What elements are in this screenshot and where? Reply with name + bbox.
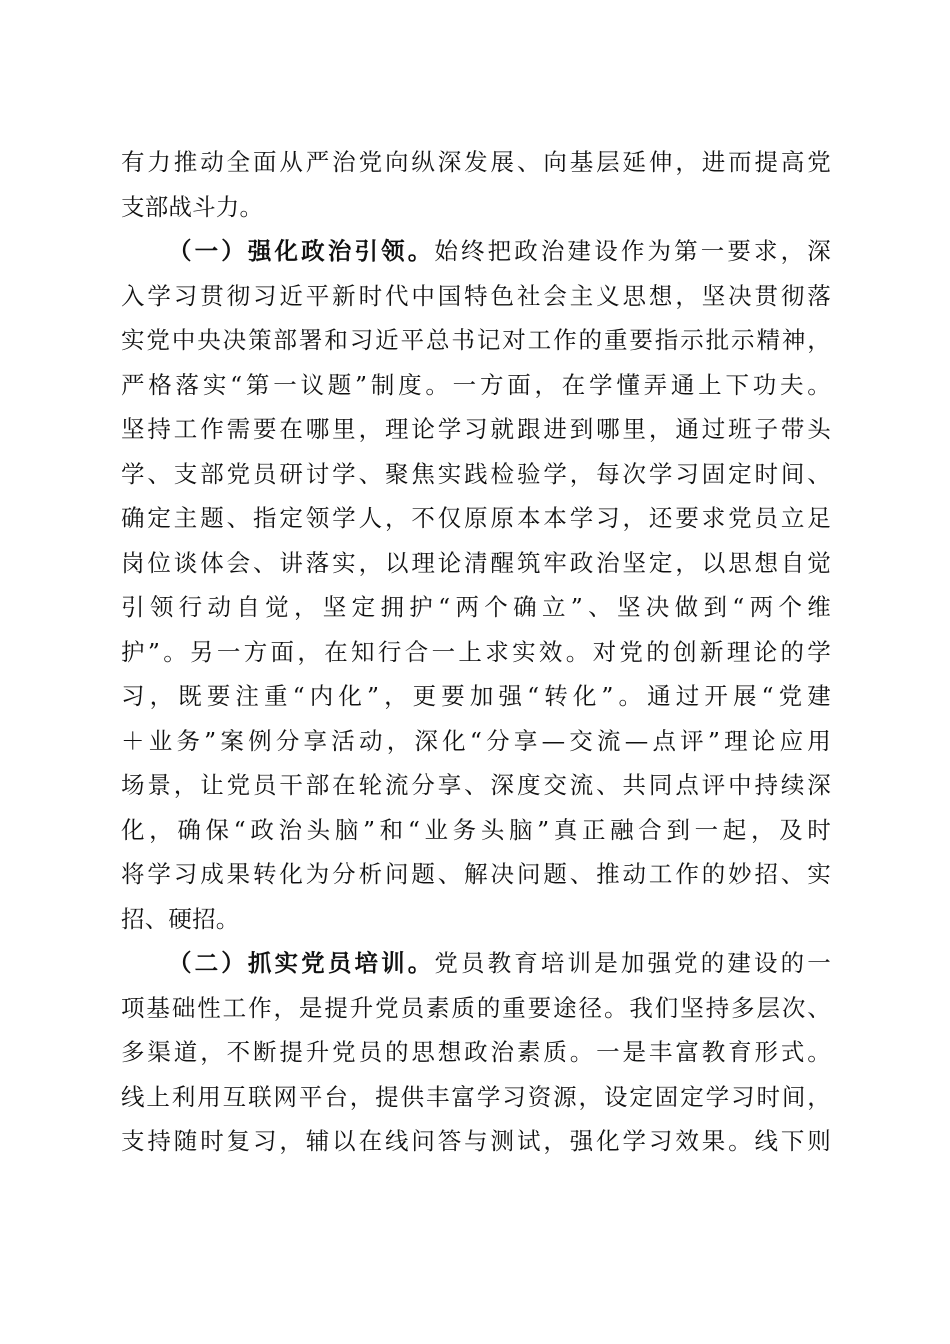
paragraph-line: 护”。另一方面，在知行合一上求实效。对党的创新理论的学 <box>121 637 831 666</box>
paragraph-line: 有力推动全面从严治党向纵深发展、向基层延伸，进而提高党 <box>121 148 831 176</box>
paragraph-line: 入学习贯彻习近平新时代中国特色社会主义思想，坚决贯彻落 <box>121 281 831 310</box>
section-first-line <box>121 229 831 274</box>
paragraph-line: 严格落实“第一议题”制度。一方面，在学懂弄通上下功夫。 <box>121 370 831 399</box>
paragraph-line: 场景，让党员干部在轮流分享、深度交流、共同点评中持续深 <box>121 771 831 799</box>
section-heading: （一）强化政治引领。 <box>168 237 435 265</box>
paragraph-line: 坚持工作需要在哪里，理论学习就跟进到哪里，通过班子带头 <box>121 415 831 443</box>
section-first-line-text: 党员教育培训是加强党的建设的一 <box>434 949 831 977</box>
paragraph-line: 支持随时复习，辅以在线问答与测试，强化学习效果。线下则 <box>121 1127 831 1155</box>
paragraph-line: 化，确保“政治头脑”和“业务头脑”真正融合到一起，及时 <box>121 815 831 844</box>
body-text <box>121 140 831 1164</box>
section-first-line-text: 始终把政治建设作为第一要求，深 <box>434 237 831 265</box>
paragraph-line: 岗位谈体会、讲落实，以理论清醒筑牢政治坚定，以思想自觉 <box>121 548 831 577</box>
paragraph-line: ＋业务”案例分享活动，深化“分享—交流—点评”理论应用 <box>121 726 831 755</box>
paragraph-line: 将学习成果转化为分析问题、解决问题、推动工作的妙招、实 <box>121 860 831 888</box>
paragraph-line: 线上利用互联网平台，提供丰富学习资源，设定固定学习时间， <box>121 1082 831 1111</box>
paragraph-line: 学、支部党员研讨学、聚焦实践检验学，每次学习固定时间、 <box>121 459 831 488</box>
paragraph-line: 习，既要注重“内化”，更要加强“转化”。通过开展“党建 <box>121 682 831 710</box>
section-heading: （二）抓实党员培训。 <box>168 949 435 977</box>
paragraph-line: 招、硬招。 <box>121 904 240 933</box>
section-first-line <box>121 941 831 986</box>
paragraph-line: 多渠道，不断提升党员的思想政治素质。一是丰富教育形式。 <box>121 1038 831 1066</box>
paragraph-line: 项基础性工作，是提升党员素质的重要途径。我们坚持多层次、 <box>121 993 831 1022</box>
paragraph-line: 引领行动自觉，坚定拥护“两个确立”、坚决做到“两个维 <box>121 593 831 621</box>
paragraph-line: 支部战斗力。 <box>121 192 264 221</box>
paragraph-line: 确定主题、指定领学人，不仅原原本本学习，还要求党员立足 <box>121 504 831 532</box>
paragraph-line: 实党中央决策部署和习近平总书记对工作的重要指示批示精神， <box>121 326 831 354</box>
